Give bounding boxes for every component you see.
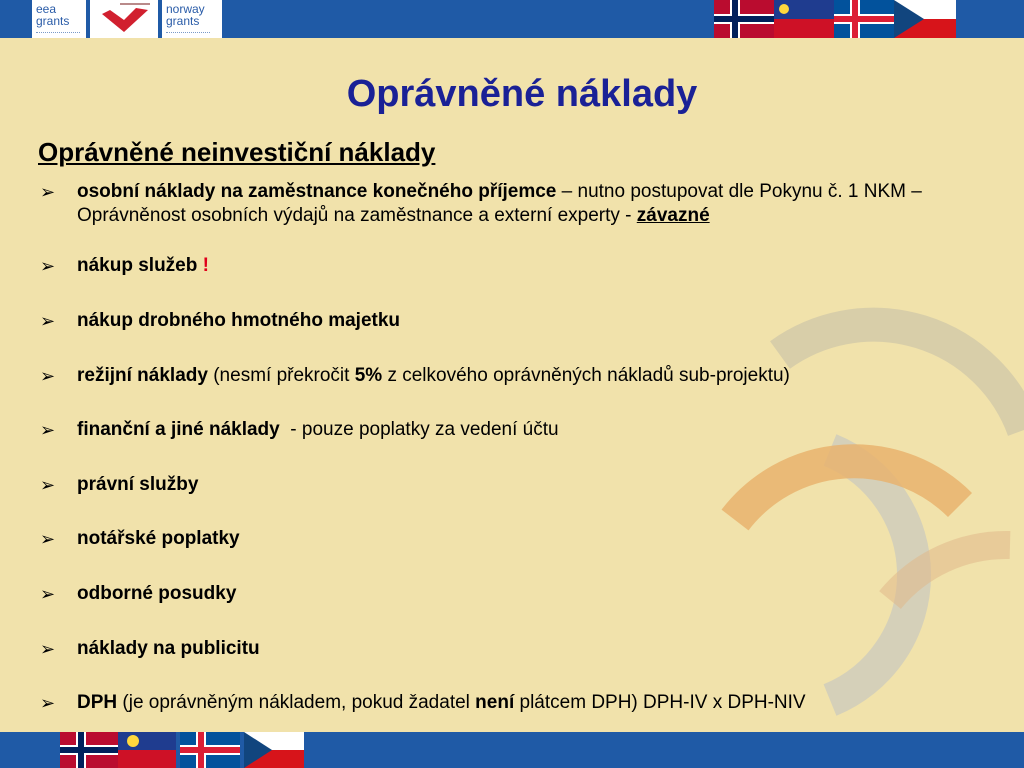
bullet-arrow-icon: ➢ bbox=[40, 475, 56, 495]
norway-grants-logo: norway grants bbox=[162, 0, 222, 38]
list-item: ➢ nákup služeb ! bbox=[40, 255, 209, 276]
list-item: ➢ režijní náklady (nesmí překročit 5% z celkového oprávněných nákladů sub-projektu) bbox=[40, 365, 790, 386]
flag-iceland-icon bbox=[834, 0, 894, 38]
list-item: ➢ právní služby bbox=[40, 474, 199, 495]
exclamation-mark: ! bbox=[202, 255, 209, 276]
list-item: ➢ finanční a jiné náklady - pouze poplatky za vedení účtu bbox=[40, 419, 559, 440]
ministry-logo bbox=[90, 0, 158, 38]
bullet-arrow-icon: ➢ bbox=[40, 420, 56, 440]
section-heading: Oprávněné neinvestiční náklady bbox=[38, 137, 436, 167]
flag-liechtenstein-icon bbox=[774, 0, 834, 38]
bullet-arrow-icon: ➢ bbox=[40, 639, 56, 659]
flag-iceland-icon bbox=[180, 732, 240, 768]
bullet-arrow-icon: ➢ bbox=[40, 693, 56, 713]
bullet-arrow-icon: ➢ bbox=[40, 366, 56, 386]
ministry-emblem-icon bbox=[90, 0, 158, 38]
bullet-arrow-icon: ➢ bbox=[40, 584, 56, 604]
eea-grants-logo: eea grants bbox=[32, 0, 86, 38]
list-item: ➢ osobní náklady na zaměstnance konečného příjemce – nutno postupovat dle Pokynu č. 1 NKM – Oprávněnost osobních výdajů na zaměstnance a externí experty - závazné bbox=[40, 181, 922, 226]
flag-norway-icon bbox=[714, 0, 774, 38]
flag-liechtenstein-icon bbox=[118, 732, 176, 768]
list-item: ➢ odborné posudky bbox=[40, 583, 237, 604]
slide-title: Oprávněné náklady bbox=[346, 73, 698, 115]
list-item: ➢ DPH (je oprávněným nákladem, pokud žadatel není plátcem DPH) DPH-IV x DPH-NIV bbox=[40, 692, 806, 713]
bullet-arrow-icon: ➢ bbox=[40, 529, 56, 549]
list-item: ➢ náklady na publicitu bbox=[40, 638, 260, 659]
list-item: ➢ notářské poplatky bbox=[40, 528, 240, 549]
bullet-arrow-icon: ➢ bbox=[40, 311, 56, 331]
bullet-arrow-icon: ➢ bbox=[40, 182, 56, 202]
flag-czech-icon bbox=[244, 732, 304, 768]
list-item: ➢ nákup drobného hmotného majetku bbox=[40, 310, 401, 331]
flag-czech-icon bbox=[894, 0, 956, 38]
bullet-arrow-icon: ➢ bbox=[40, 256, 56, 276]
flag-norway-icon bbox=[60, 732, 118, 768]
